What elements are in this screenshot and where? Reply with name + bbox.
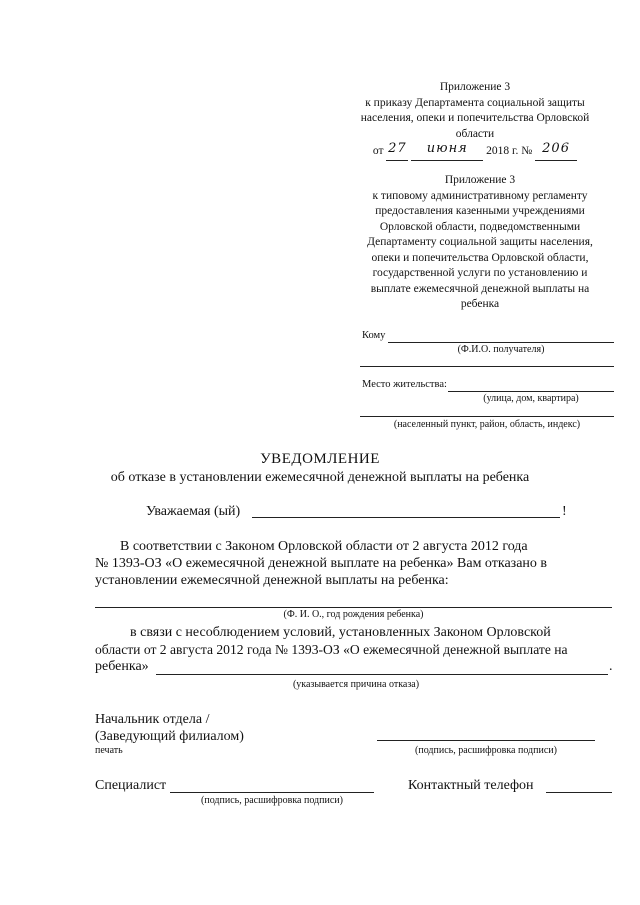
appendix-regulation-line: предоставления казенными учреждениями [375, 205, 585, 217]
reason-field-line [156, 674, 608, 675]
head-title-line2: (Заведующий филиалом) [95, 729, 244, 744]
date-year: 2018 г. № [486, 145, 533, 157]
paragraph1-line1: В соответствии с Законом Орловской области от 2 августа 2012 года [120, 539, 528, 554]
specialist-signature-hint: (подпись, расшифровка подписи) [201, 795, 343, 806]
residence-label: Место жительства: [362, 379, 447, 390]
head-title-line1: Начальник отдела / [95, 712, 210, 727]
appendix-regulation-line: ребенка [460, 298, 500, 310]
paragraph2-line1: в связи с несоблюдением условий, установленных Законом Орловской [130, 625, 551, 640]
to-field-line [388, 342, 614, 343]
specialist-label: Специалист [95, 778, 167, 793]
paragraph2-line3: ребенка» [95, 659, 149, 674]
date-day-field [386, 143, 408, 161]
to-hint: (Ф.И.О. получателя) [457, 344, 545, 355]
paragraph2-line2: области от 2 августа 2012 года № 1393-ОЗ «О ежемесячной денежной выплате на [95, 642, 568, 657]
notice-title: УВЕДОМЛЕНИЕ [260, 451, 380, 467]
paragraph1-line2: № 1393-ОЗ «О ежемесячной денежной выплате на ребенка» Вам отказано в [95, 556, 548, 571]
appendix-order-line: к приказу Департамента социальной защиты [365, 96, 585, 109]
salutation-end: ! [562, 504, 567, 519]
residence-field-line [448, 391, 614, 392]
appendix-order-line: области [455, 127, 495, 140]
child-field-line [95, 607, 612, 608]
order-number-field [535, 143, 577, 161]
residence-hint: (улица, дом, квартира) [483, 393, 579, 404]
locality-field-line [360, 416, 614, 417]
appendix-regulation-block [350, 173, 610, 313]
appendix-regulation-line: Приложение 3 [444, 174, 516, 186]
child-hint: (Ф. И. О., год рождения ребенка) [283, 609, 424, 620]
appendix-regulation-line: опеки и попечительства Орловской области, [371, 251, 589, 264]
date-prefix: от [372, 145, 384, 157]
to-field-line-2 [360, 366, 614, 367]
appendix-regulation-line: государственной услуги по установлению и [372, 267, 588, 279]
appendix-regulation-line: выплате ежемесячной денежной выплаты на [370, 282, 590, 295]
paragraph1-line3: установлении ежемесячной денежной выплаты на ребенка: [95, 573, 449, 588]
to-label: Кому [362, 330, 386, 341]
date-month-handwritten: июня [426, 141, 468, 156]
date-day-handwritten: 27 [388, 141, 407, 156]
specialist-signature-line [170, 792, 374, 793]
locality-hint: (населенный пункт, район, область, индекс) [393, 419, 581, 430]
appendix-order-block [350, 80, 600, 161]
appendix-regulation-line: Орловской области, подведомственными [379, 220, 581, 233]
reason-hint: (указывается причина отказа) [292, 679, 420, 690]
salutation: Уважаемая (ый) [146, 504, 241, 519]
salutation-name-line [252, 517, 560, 518]
appendix-order-title: Приложение 3 [439, 81, 511, 93]
notice-subtitle: об отказе в установлении ежемесячной денежной выплаты на ребенка [110, 470, 530, 485]
appendix-regulation-line: Департаменту социальной защиты населения, [367, 236, 593, 248]
appendix-regulation-line: к типовому административному регламенту [372, 189, 588, 202]
date-month-field [411, 143, 483, 161]
order-number-handwritten: 206 [542, 141, 570, 156]
appendix-order-line: населения, опеки и попечительства Орловской [360, 112, 590, 124]
paragraph2-end: . [609, 659, 613, 674]
head-signature-hint: (подпись, расшифровка подписи) [415, 745, 557, 756]
stamp-label: печать [95, 745, 123, 756]
phone-field-line [546, 792, 612, 793]
appendix-order-date [350, 143, 600, 161]
head-signature-line [377, 740, 595, 741]
phone-label: Контактный телефон [408, 778, 534, 793]
